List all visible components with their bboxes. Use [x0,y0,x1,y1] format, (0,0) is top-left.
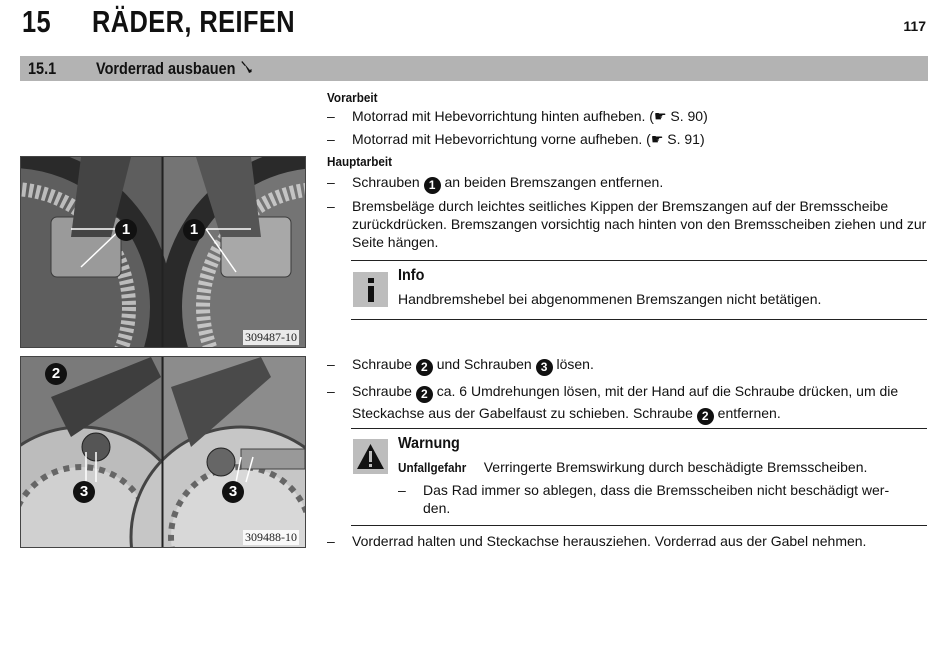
step-text: und Schrauben [436,356,532,372]
warning-text: Verringerte Bremswirkung durch beschädigte Bremsscheiben. [483,459,868,475]
figure-id: 309487-10 [245,330,297,344]
dash: – [327,108,335,124]
info-box [351,260,927,320]
chapter-title: RÄDER, REIFEN [92,4,296,39]
figure-id: 309488-10 [245,530,297,544]
warning-label: Unfallgefahr [398,460,467,475]
prework-heading: Vorarbeit [327,90,378,105]
section-number: 15.1 [28,59,57,78]
warning-item-cont: den. [423,500,451,516]
dash: – [327,131,335,147]
figure-brake-calipers [20,156,306,348]
warning-box [351,428,927,526]
mainwork-heading: Hauptarbeit [327,154,393,169]
chapter-number: 15 [22,4,52,39]
step-text: Vorderrad halten und Steckachse herausziehen. Vorderrad aus der Gabel nehmen. [352,533,867,549]
step-text: ca. 6 Umdrehungen lösen, mit der Hand auf die Schraube drücken, um die Steckachse aus der Gabelfaust zu schieben. Schraube [352,383,899,421]
axle-photo [21,357,305,547]
callout-2: 2 [45,363,67,385]
section-title [96,59,252,79]
step-text: an beiden Bremszangen entfernen. [444,174,664,190]
step-text: Schraube [352,383,412,399]
callout-1-left: 1 [115,219,137,241]
page-reference: S. 90) [670,108,708,124]
dash: – [327,174,335,190]
section-title-text: Vorderrad ausbauen [96,59,236,78]
info-title: Info [398,267,425,284]
warning-title: Warnung [398,435,460,452]
dash: – [327,383,335,399]
step-text: Schrauben [352,174,420,190]
step-text: entfernen. [717,405,781,421]
warning-item [398,481,890,499]
pointing-hand-icon: ☛ [650,131,664,147]
dash: – [327,533,335,549]
figure-axle [20,356,306,548]
callout-ref: 2 [697,408,714,425]
page-number: 117 [903,18,926,34]
callout-3-left: 3 [73,481,95,503]
step-text: lösen. [556,356,594,372]
dash: – [398,482,406,498]
brake-caliper-photo [21,157,305,347]
step-text: Bremsbeläge durch leichtes seitliches Kippen der Bremszangen auf der Bremsscheibe zurückdrücken. Bremszangen vorsichtig nach hinten von den Bremsscheiben ziehen und zur Seite hängen. [352,198,927,250]
warning-icon [353,439,388,474]
info-text: Handbremshebel bei abgenommenen Bremszangen nicht betätigen. [398,291,822,307]
step-text: Motorrad mit Hebevorrichtung vorne aufheben. ( [352,131,651,147]
step-text: Schraube [352,356,412,372]
warning-item-text: Das Rad immer so ablegen, dass die Bremsscheiben nicht beschädigt wer- [423,482,890,498]
info-icon [353,272,388,307]
wrench-icon [241,59,253,79]
callout-ref: 2 [416,386,433,403]
callout-ref: 2 [416,359,433,376]
callout-ref: 1 [424,177,441,194]
callout-ref: 3 [536,359,553,376]
section-bar [20,56,928,81]
callout-3-right: 3 [222,481,244,503]
dash: – [327,198,335,214]
warning-line [398,458,867,477]
step-text: Motorrad mit Hebevorrichtung hinten aufheben. ( [352,108,654,124]
pointing-hand-icon: ☛ [653,108,667,124]
page-reference: S. 91) [667,131,705,147]
dash: – [327,356,335,372]
callout-1-right: 1 [183,219,205,241]
chapter-header [22,2,928,42]
